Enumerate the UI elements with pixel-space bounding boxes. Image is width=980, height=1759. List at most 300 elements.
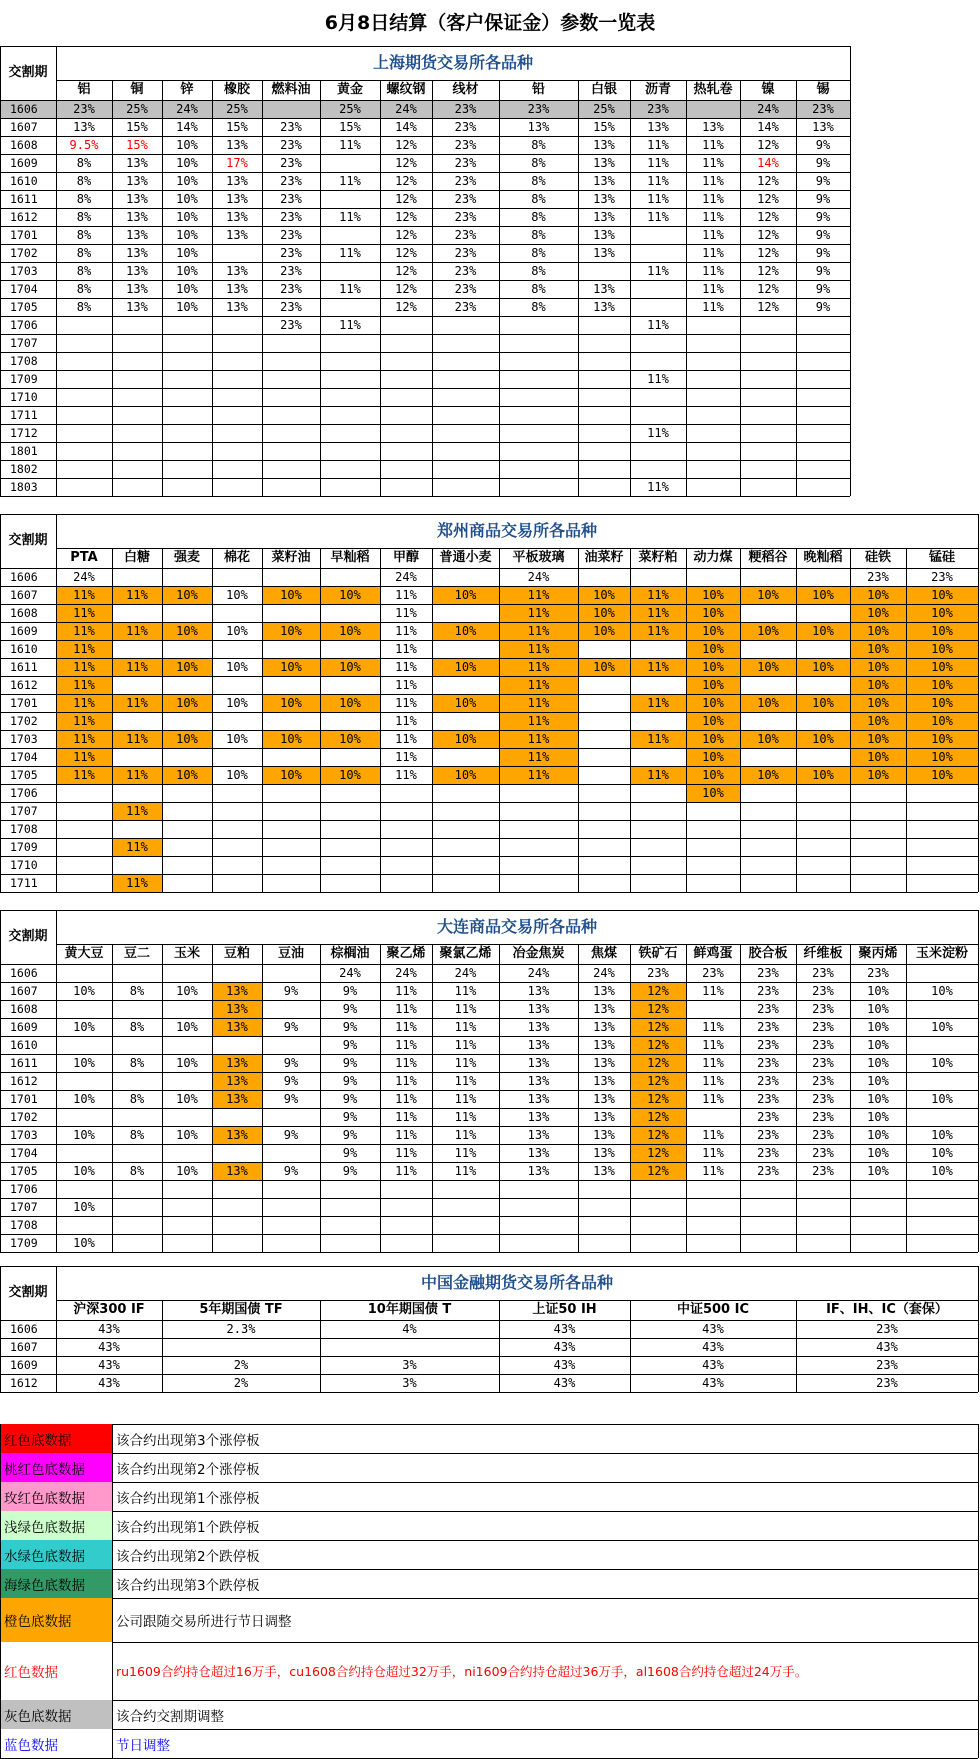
margin-rate-cell: 9% xyxy=(815,282,831,296)
grid-line xyxy=(0,46,850,47)
margin-rate-cell: 10% xyxy=(73,1092,95,1106)
delivery-period: 1609 xyxy=(10,624,38,638)
margin-rate-cell: 10% xyxy=(931,1128,953,1142)
margin-rate-cell: 13% xyxy=(593,300,615,314)
margin-rate-cell: 10% xyxy=(280,768,302,782)
product-header: 铅 xyxy=(531,82,545,97)
margin-rate-cell: 11% xyxy=(702,1128,724,1142)
product-header: 粳稻谷 xyxy=(748,550,788,565)
delivery-period: 1706 xyxy=(10,1182,38,1196)
margin-rate-cell: 10% xyxy=(931,642,953,656)
margin-rate-cell: 10% xyxy=(867,1074,889,1088)
margin-rate-cell: 11% xyxy=(702,282,724,296)
legend-description: 该合约出现第1个跌停板 xyxy=(116,1519,260,1536)
margin-rate-cell: 10% xyxy=(812,660,834,674)
delivery-period: 1611 xyxy=(10,192,38,206)
margin-rate-cell: 9% xyxy=(342,1128,358,1142)
margin-rate-cell: 10% xyxy=(702,714,724,728)
margin-rate-cell: 11% xyxy=(339,282,361,296)
margin-rate-cell: 12% xyxy=(647,1002,669,1016)
margin-rate-cell: 11% xyxy=(454,1146,477,1160)
product-header: 纤维板 xyxy=(803,946,843,961)
margin-rate-cell: 11% xyxy=(73,678,95,692)
margin-rate-cell: 4% xyxy=(402,1322,417,1336)
product-header: 棕榈油 xyxy=(330,946,370,961)
margin-rate-cell: 11% xyxy=(647,192,669,206)
margin-rate-cell: 10% xyxy=(339,732,361,746)
margin-rate-cell: 13% xyxy=(702,120,724,134)
margin-rate-cell: 23% xyxy=(757,1110,779,1124)
margin-rate-cell: 12% xyxy=(395,174,417,188)
margin-rate-cell: 9% xyxy=(815,174,831,188)
margin-rate-cell: 23% xyxy=(812,966,834,980)
margin-rate-cell: 13% xyxy=(226,300,248,314)
margin-rate-cell: 13% xyxy=(593,1002,615,1016)
grid-line xyxy=(162,944,163,1252)
grid-line xyxy=(740,80,741,496)
grid-line xyxy=(56,80,850,81)
delivery-period: 1803 xyxy=(10,480,38,494)
margin-rate-cell: 23% xyxy=(876,1358,898,1372)
margin-rate-cell: 2% xyxy=(233,1358,249,1372)
margin-rate-cell: 10% xyxy=(931,768,953,782)
margin-rate-cell: 10% xyxy=(176,174,198,188)
margin-rate-cell: 23% xyxy=(280,210,302,224)
margin-rate-cell: 10% xyxy=(339,624,361,638)
delivery-period: 1708 xyxy=(10,822,38,836)
product-header: 锡 xyxy=(816,82,830,97)
margin-rate-cell: 10% xyxy=(931,750,953,764)
margin-rate-cell: 8% xyxy=(76,210,92,224)
delivery-period: 1709 xyxy=(10,372,38,386)
legend-description: 该合约交割期调整 xyxy=(116,1708,224,1725)
grid-line xyxy=(0,622,978,623)
grid-line xyxy=(0,1266,978,1267)
margin-rate-cell: 9% xyxy=(283,984,299,998)
margin-rate-cell: 10% xyxy=(176,1092,198,1106)
delivery-period: 1702 xyxy=(10,714,38,728)
margin-rate-cell: 23% xyxy=(757,1002,779,1016)
margin-rate-cell: 23% xyxy=(757,1056,779,1070)
grid-line xyxy=(0,1126,978,1127)
margin-rate-cell: 10% xyxy=(757,624,779,638)
margin-rate-cell: 10% xyxy=(280,732,302,746)
margin-rate-cell: 23% xyxy=(454,174,477,188)
margin-rate-cell: 12% xyxy=(647,1110,669,1124)
product-header: 豆粕 xyxy=(223,946,250,961)
margin-rate-cell: 11% xyxy=(647,696,669,710)
delivery-period: 1609 xyxy=(10,156,38,170)
grid-line xyxy=(0,568,978,569)
margin-rate-cell: 13% xyxy=(593,156,615,170)
margin-rate-cell: 13% xyxy=(593,138,615,152)
margin-rate-cell: 11% xyxy=(126,696,148,710)
margin-rate-cell: 11% xyxy=(395,1074,417,1088)
period-column-header: 交割期 xyxy=(8,65,48,80)
margin-rate-cell: 11% xyxy=(527,606,550,620)
margin-rate-cell: 11% xyxy=(454,1128,477,1142)
margin-rate-cell: 11% xyxy=(395,624,417,638)
margin-rate-cell: 10% xyxy=(757,696,779,710)
margin-rate-cell: 10% xyxy=(73,1164,95,1178)
grid-line xyxy=(906,548,907,892)
margin-rate-cell: 23% xyxy=(812,1056,834,1070)
margin-rate-cell: 13% xyxy=(527,1056,550,1070)
grid-line xyxy=(0,1338,978,1339)
margin-rate-cell: 11% xyxy=(126,660,148,674)
margin-rate-cell: 11% xyxy=(527,678,550,692)
product-header: 沥青 xyxy=(644,82,671,97)
margin-rate-cell: 10% xyxy=(176,984,198,998)
margin-rate-cell: 8% xyxy=(531,300,546,314)
margin-rate-cell: 11% xyxy=(339,318,361,332)
margin-rate-cell: 10% xyxy=(702,606,724,620)
margin-rate-cell: 12% xyxy=(395,138,417,152)
margin-rate-cell: 13% xyxy=(527,1020,550,1034)
grid-line xyxy=(0,190,850,191)
margin-rate-cell: 13% xyxy=(527,984,550,998)
margin-rate-cell: 23% xyxy=(757,984,779,998)
product-header: 玉米淀粉 xyxy=(915,946,968,961)
margin-rate-cell: 13% xyxy=(593,192,615,206)
margin-rate-cell: 12% xyxy=(647,1128,669,1142)
grid-line xyxy=(850,46,851,496)
margin-rate-cell: 24% xyxy=(339,966,361,980)
delivery-period: 1709 xyxy=(10,840,38,854)
grid-line xyxy=(162,80,163,496)
grid-line xyxy=(262,548,263,892)
grid-line xyxy=(499,944,500,1252)
margin-rate-cell: 8% xyxy=(129,984,145,998)
margin-rate-cell: 12% xyxy=(647,1164,669,1178)
margin-rate-cell: 17% xyxy=(226,156,248,170)
product-header: 铜 xyxy=(130,82,144,97)
margin-rate-cell: 10% xyxy=(867,732,889,746)
grid-line xyxy=(0,640,978,641)
margin-rate-cell: 10% xyxy=(812,696,834,710)
grid-line xyxy=(0,1320,978,1321)
delivery-period: 1612 xyxy=(10,678,38,692)
margin-rate-cell: 8% xyxy=(531,228,546,242)
grid-line xyxy=(380,80,381,496)
product-header: 白银 xyxy=(590,82,617,97)
product-header: 橡胶 xyxy=(223,82,250,97)
margin-rate-cell: 12% xyxy=(757,174,779,188)
margin-rate-cell: 10% xyxy=(176,1020,198,1034)
margin-rate-cell: 10% xyxy=(757,768,779,782)
margin-rate-cell: 11% xyxy=(527,714,550,728)
margin-rate-cell: 10% xyxy=(339,768,361,782)
margin-rate-cell: 10% xyxy=(757,660,779,674)
margin-rate-cell: 9% xyxy=(283,1056,299,1070)
margin-rate-cell: 11% xyxy=(702,1056,724,1070)
margin-rate-cell: 11% xyxy=(454,1002,477,1016)
product-header: 热轧卷 xyxy=(693,82,733,97)
margin-rate-cell: 10% xyxy=(931,624,953,638)
margin-rate-cell: 11% xyxy=(339,210,361,224)
margin-rate-cell: 10% xyxy=(593,606,615,620)
period-column-header: 交割期 xyxy=(8,533,48,548)
margin-rate-cell: 10% xyxy=(812,588,834,602)
margin-rate-cell: 10% xyxy=(931,606,953,620)
product-header: 油菜籽 xyxy=(584,550,624,565)
margin-rate-cell: 12% xyxy=(395,228,417,242)
grid-line xyxy=(686,80,687,496)
margin-rate-cell: 23% xyxy=(280,318,302,332)
grid-line xyxy=(578,80,579,496)
legend-description: 该合约出现第2个涨停板 xyxy=(116,1461,260,1478)
margin-rate-cell: 9% xyxy=(283,1128,299,1142)
product-header: 棉花 xyxy=(223,550,250,565)
margin-rate-cell: 13% xyxy=(226,174,248,188)
margin-rate-cell: 13% xyxy=(593,1092,615,1106)
product-header: 中证500 IC xyxy=(676,1302,750,1317)
delivery-period: 1707 xyxy=(10,804,38,818)
grid-line xyxy=(0,316,850,317)
margin-rate-cell: 13% xyxy=(226,1074,248,1088)
grid-line xyxy=(0,1234,978,1235)
margin-rate-cell: 11% xyxy=(73,624,95,638)
grid-line xyxy=(212,944,213,1252)
margin-rate-cell: 10% xyxy=(702,642,724,656)
exchange-title: 中国金融期货交易所各品种 xyxy=(420,1273,613,1292)
grid-line xyxy=(630,548,631,892)
margin-rate-cell: 11% xyxy=(647,138,669,152)
margin-rate-cell: 13% xyxy=(593,174,615,188)
margin-rate-cell: 11% xyxy=(527,696,550,710)
legend-swatch: 浅绿色底数据 xyxy=(0,1511,112,1540)
margin-rate-cell: 23% xyxy=(527,102,550,116)
margin-rate-cell: 10% xyxy=(176,588,198,602)
margin-rate-cell: 13% xyxy=(226,264,248,278)
margin-rate-cell: 12% xyxy=(757,264,779,278)
margin-rate-cell: 9% xyxy=(283,1164,299,1178)
delivery-period: 1606 xyxy=(10,102,38,116)
product-header: 豆油 xyxy=(277,946,304,961)
grid-line xyxy=(380,548,381,892)
margin-rate-cell: 12% xyxy=(757,282,779,296)
margin-rate-cell: 23% xyxy=(757,1092,779,1106)
product-header: 白糖 xyxy=(123,550,150,565)
delivery-period: 1703 xyxy=(10,264,38,278)
grid-line xyxy=(740,944,741,1252)
margin-rate-cell: 11% xyxy=(395,1002,417,1016)
margin-rate-cell: 10% xyxy=(931,1020,953,1034)
delivery-period: 1801 xyxy=(10,444,38,458)
margin-rate-cell: 11% xyxy=(527,768,550,782)
margin-rate-cell: 23% xyxy=(876,1322,898,1336)
grid-line xyxy=(0,1392,978,1393)
margin-rate-cell: 11% xyxy=(527,588,550,602)
margin-rate-cell: 43% xyxy=(98,1340,120,1354)
margin-rate-cell: 8% xyxy=(531,192,546,206)
grid-line xyxy=(499,1300,500,1392)
margin-rate-cell: 23% xyxy=(876,1376,898,1390)
margin-rate-cell: 10% xyxy=(280,624,302,638)
grid-line xyxy=(432,548,433,892)
margin-rate-cell: 10% xyxy=(176,732,198,746)
margin-rate-cell: 13% xyxy=(593,984,615,998)
margin-rate-cell: 23% xyxy=(454,138,477,152)
margin-rate-cell: 10% xyxy=(176,228,198,242)
margin-rate-cell: 10% xyxy=(339,588,361,602)
grid-line xyxy=(978,1424,979,1758)
grid-line xyxy=(686,944,687,1252)
delivery-period: 1707 xyxy=(10,336,38,350)
margin-rate-cell: 24% xyxy=(527,966,550,980)
margin-rate-cell: 23% xyxy=(702,966,724,980)
grid-line xyxy=(499,548,500,892)
margin-rate-cell: 10% xyxy=(593,624,615,638)
margin-rate-cell: 23% xyxy=(454,156,477,170)
grid-line xyxy=(432,944,433,1252)
margin-rate-cell: 9% xyxy=(342,1164,358,1178)
margin-rate-cell: 10% xyxy=(931,732,953,746)
grid-line xyxy=(0,1180,978,1181)
legend-description: 该合约出现第3个跌停板 xyxy=(116,1577,260,1594)
delivery-period: 1608 xyxy=(10,138,38,152)
margin-rate-cell: 11% xyxy=(527,660,550,674)
margin-rate-cell: 23% xyxy=(757,1020,779,1034)
margin-rate-cell: 10% xyxy=(73,1200,95,1214)
margin-rate-cell: 23% xyxy=(454,264,477,278)
margin-rate-cell: 13% xyxy=(527,1128,550,1142)
margin-rate-cell: 10% xyxy=(702,678,724,692)
period-column-header: 交割期 xyxy=(8,1285,48,1300)
margin-rate-cell: 23% xyxy=(454,192,477,206)
margin-rate-cell: 10% xyxy=(931,1164,953,1178)
grid-line xyxy=(0,892,978,893)
margin-rate-cell: 24% xyxy=(395,570,417,584)
margin-rate-cell: 10% xyxy=(867,696,889,710)
grid-line xyxy=(56,46,57,496)
margin-rate-cell: 9% xyxy=(815,156,831,170)
delivery-period: 1612 xyxy=(10,210,38,224)
margin-rate-cell: 13% xyxy=(593,246,615,260)
grid-line xyxy=(320,944,321,1252)
grid-line xyxy=(796,548,797,892)
exchange-title: 大连商品交易所各品种 xyxy=(436,917,597,936)
grid-line xyxy=(0,118,850,119)
margin-rate-cell: 11% xyxy=(647,264,669,278)
margin-rate-cell: 10% xyxy=(176,696,198,710)
grid-line xyxy=(0,910,1,1252)
margin-rate-cell: 10% xyxy=(280,588,302,602)
margin-rate-cell: 12% xyxy=(647,984,669,998)
margin-rate-cell: 8% xyxy=(76,228,92,242)
margin-rate-cell: 8% xyxy=(129,1056,145,1070)
legend-description: ru1609合约持仓超过16万手，cu1608合约持仓超过32万手，ni1609合约持仓超过36万手，al1608合约持仓超过24万手。 xyxy=(116,1664,808,1679)
margin-rate-cell: 24% xyxy=(593,966,615,980)
margin-rate-cell: 11% xyxy=(527,642,550,656)
margin-rate-cell: 10% xyxy=(176,1056,198,1070)
delivery-period: 1701 xyxy=(10,1092,38,1106)
grid-line xyxy=(56,910,57,1252)
delivery-period: 1612 xyxy=(10,1376,38,1390)
legend-swatch: 红色数据 xyxy=(0,1642,112,1700)
product-header: 聚乙烯 xyxy=(386,946,426,961)
margin-rate-cell: 23% xyxy=(812,984,834,998)
grid-line xyxy=(0,838,978,839)
grid-line xyxy=(796,80,797,496)
delivery-period: 1703 xyxy=(10,1128,38,1142)
margin-rate-cell: 8% xyxy=(531,174,546,188)
margin-rate-cell: 23% xyxy=(757,1146,779,1160)
margin-rate-cell: 9% xyxy=(283,1074,299,1088)
grid-line xyxy=(112,80,113,496)
grid-line xyxy=(978,1266,979,1392)
margin-rate-cell: 23% xyxy=(812,1074,834,1088)
margin-rate-cell: 23% xyxy=(280,156,302,170)
delivery-period: 1709 xyxy=(10,1236,38,1250)
legend-swatch: 蓝色数据 xyxy=(0,1729,112,1758)
margin-rate-cell: 13% xyxy=(593,1038,615,1052)
margin-rate-cell: 10% xyxy=(867,588,889,602)
margin-rate-cell: 12% xyxy=(757,210,779,224)
margin-rate-cell: 23% xyxy=(757,1074,779,1088)
margin-rate-cell: 8% xyxy=(76,174,92,188)
grid-line xyxy=(0,1266,1,1392)
margin-rate-cell: 10% xyxy=(867,606,889,620)
grid-line xyxy=(0,1374,978,1375)
margin-rate-cell: 43% xyxy=(702,1358,724,1372)
grid-line xyxy=(0,154,850,155)
grid-line xyxy=(630,1300,631,1392)
margin-rate-cell: 23% xyxy=(280,174,302,188)
grid-line xyxy=(320,548,321,892)
margin-rate-cell: 11% xyxy=(126,876,148,890)
delivery-period: 1606 xyxy=(10,1322,38,1336)
margin-rate-cell: 11% xyxy=(395,768,417,782)
margin-rate-cell: 43% xyxy=(702,1376,724,1390)
delivery-period: 1702 xyxy=(10,246,38,260)
margin-rate-cell: 12% xyxy=(647,1074,669,1088)
margin-rate-cell: 11% xyxy=(702,1146,724,1160)
margin-rate-cell: 10% xyxy=(702,660,724,674)
margin-rate-cell: 11% xyxy=(647,606,669,620)
margin-rate-cell: 13% xyxy=(126,246,148,260)
margin-rate-cell: 11% xyxy=(702,1020,724,1034)
grid-line xyxy=(112,1424,113,1758)
grid-line xyxy=(432,80,433,496)
margin-rate-cell: 11% xyxy=(702,138,724,152)
margin-rate-cell: 10% xyxy=(867,1002,889,1016)
grid-line xyxy=(56,548,978,549)
margin-rate-cell: 10% xyxy=(454,696,477,710)
margin-rate-cell: 10% xyxy=(867,1128,889,1142)
margin-rate-cell: 8% xyxy=(76,246,92,260)
margin-rate-cell: 10% xyxy=(454,624,477,638)
grid-line xyxy=(0,442,850,443)
margin-rate-cell: 9% xyxy=(342,1146,358,1160)
margin-rate-cell: 23% xyxy=(280,138,302,152)
margin-rate-cell: 9.5% xyxy=(69,138,99,152)
margin-rate-cell: 13% xyxy=(73,120,95,134)
margin-rate-cell: 8% xyxy=(76,264,92,278)
margin-rate-cell: 23% xyxy=(280,264,302,278)
margin-rate-cell: 10% xyxy=(812,624,834,638)
margin-rate-cell: 23% xyxy=(812,1002,834,1016)
margin-rate-cell: 11% xyxy=(126,732,148,746)
margin-rate-cell: 10% xyxy=(176,210,198,224)
margin-rate-cell: 10% xyxy=(931,1056,953,1070)
grid-line xyxy=(0,334,850,335)
margin-rate-cell: 13% xyxy=(593,1056,615,1070)
grid-line xyxy=(0,1072,978,1073)
product-header: 鲜鸡蛋 xyxy=(693,946,733,961)
margin-rate-cell: 10% xyxy=(931,678,953,692)
product-header: 普通小麦 xyxy=(439,550,492,565)
